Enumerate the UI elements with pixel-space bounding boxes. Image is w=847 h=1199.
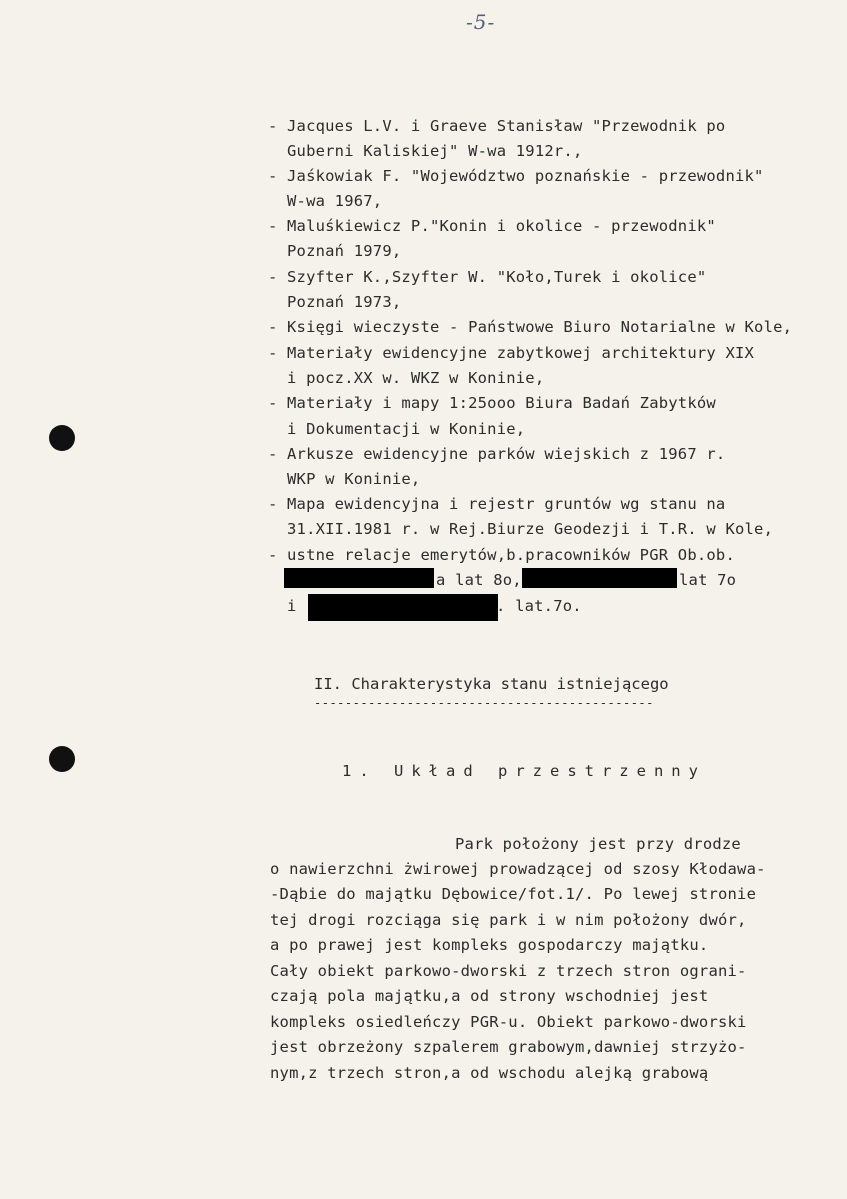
list-item-line: Maluśkiewicz P."Konin i okolice - przewodnik" — [287, 217, 716, 235]
redaction-bar — [284, 568, 434, 588]
redacted-line-text: a lat 8o, — [436, 571, 522, 589]
list-item-line: i pocz.XX w. WKZ w Koninie, — [287, 369, 545, 387]
paragraph-line: -Dąbie do majątku Dębowice/fot.1/. Po lewej stronie — [270, 885, 757, 903]
list-item-line: 31.XII.1981 r. w Rej.Biurze Geodezji i T.R. w Kole, — [287, 520, 774, 538]
punch-hole — [49, 746, 75, 772]
paragraph-line: o nawierzchni żwirowej prowadzącej od szosy Kłodawa- — [270, 860, 766, 878]
paragraph-line: Park położony jest przy drodze — [455, 835, 741, 853]
subsection-heading: 1. Układ przestrzenny — [342, 762, 706, 780]
list-bullet: - — [268, 546, 278, 564]
list-item-line: Księgi wieczyste - Państwowe Biuro Notarialne w Kole, — [287, 318, 793, 336]
punch-hole — [49, 425, 75, 451]
list-item-line: W-wa 1967, — [287, 192, 383, 210]
list-item-line: Jacques L.V. i Graeve Stanisław "Przewodnik po — [287, 117, 726, 135]
paragraph-line: Cały obiekt parkowo-dworski z trzech stron ograni- — [270, 962, 747, 980]
redaction-bar — [522, 568, 677, 588]
list-bullet: - — [268, 445, 278, 463]
list-item-line: Guberni Kaliskiej" W-wa 1912r., — [287, 142, 583, 160]
list-bullet: - — [268, 318, 278, 336]
paragraph-line: kompleks osiedleńczy PGR-u. Obiekt parkowo-dworski — [270, 1013, 747, 1031]
redacted-line-text: . lat.7o. — [496, 597, 582, 615]
list-item-line: Poznań 1973, — [287, 293, 402, 311]
list-bullet: - — [268, 394, 278, 412]
paragraph-line: a po prawej jest kompleks gospodarczy majątku. — [270, 936, 709, 954]
section-heading: II. Charakterystyka stanu istniejącego — [314, 675, 669, 693]
redacted-line-text: lat 7o — [679, 571, 737, 589]
list-bullet: - — [268, 117, 278, 135]
list-bullet: - — [268, 167, 278, 185]
list-item-line: Mapa ewidencyjna i rejestr gruntów wg stanu na — [287, 495, 726, 513]
page-number: -5- — [466, 10, 496, 34]
paragraph-line: czają pola majątku,a od strony wschodniej jest — [270, 987, 709, 1005]
list-item-line: Materiały i mapy 1:25ooo Biura Badań Zabytków — [287, 394, 716, 412]
paragraph-line: nym,z trzech stron,a od wschodu alejką grabową — [270, 1064, 709, 1082]
paragraph-line: jest obrzeżony szpalerem grabowym,dawniej strzyżo- — [270, 1038, 747, 1056]
list-item-line: Poznań 1979, — [287, 242, 402, 260]
list-item-line: i Dokumentacji w Koninie, — [287, 420, 526, 438]
list-bullet: - — [268, 217, 278, 235]
redacted-line-prefix: i — [287, 597, 297, 615]
list-bullet: - — [268, 268, 278, 286]
list-item-line: ustne relacje emerytów,b.pracowników PGR Ob.ob. — [287, 546, 735, 564]
list-item-line: Arkusze ewidencyjne parków wiejskich z 1967 r. — [287, 445, 726, 463]
list-item-line: WKP w Koninie, — [287, 470, 421, 488]
section-underline: -------------------------------------------- — [314, 697, 654, 709]
list-item-line: Szyfter K.,Szyfter W. "Koło,Turek i okolice" — [287, 268, 707, 286]
list-item-line: Jaśkowiak F. "Województwo poznańskie - przewodnik" — [287, 167, 764, 185]
list-bullet: - — [268, 344, 278, 362]
paragraph-line: tej drogi rozciąga się park i w nim położony dwór, — [270, 911, 747, 929]
list-item-line: Materiały ewidencyjne zabytkowej architektury XIX — [287, 344, 755, 362]
redaction-bar — [308, 594, 498, 621]
list-bullet: - — [268, 495, 278, 513]
